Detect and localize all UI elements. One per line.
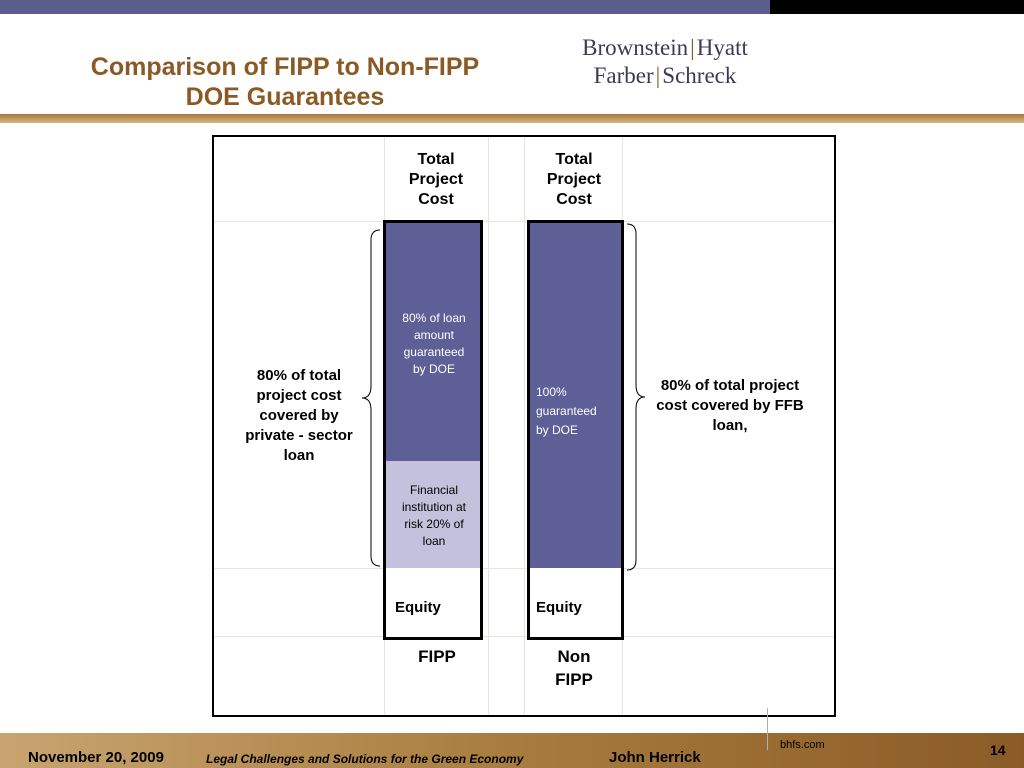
page-number: 14 [990,742,1006,758]
fipp-column-label: FIPP [418,647,456,666]
website-label: bhfs.com [780,739,825,751]
footer-date: November 20, 2009 [28,749,164,766]
title-line-2: DOE Guarantees [185,83,385,111]
logo-word: Hyatt [696,35,748,60]
fipp-header: Total Project Cost [408,151,464,208]
fipp-at-risk-label: Financial institution at risk 20% of loan [401,483,467,548]
top-dark-band [770,0,1024,14]
logo-word: Schreck [662,63,737,88]
footer-event: Legal Challenges and Solutions for the Green Economy [206,752,524,766]
non-fipp-column-label: Non FIPP [555,647,593,689]
non-fipp-guaranteed-label: 100% guaranteed by DOE [536,385,597,437]
logo-word: Brownstein [582,35,689,60]
non-fipp-column [527,220,624,640]
footer-presenter: John Herrick [609,749,701,766]
non-fipp-equity-label: Equity [536,599,582,616]
header-rule [0,114,1024,123]
slide-title [40,52,530,112]
footer-divider [767,708,768,750]
fipp-equity-label: Equity [395,599,441,616]
fipp-guaranteed-label: 80% of loan amount guaranteed by DOE [402,311,466,376]
title-line-1: Comparison of FIPP to Non-FIPP [90,53,480,81]
right-note: 80% of total project cost covered by FFB loan, [656,377,804,434]
grid-line [524,137,525,715]
grid-line [488,137,489,715]
logo-word: Farber [593,63,654,88]
firm-logo: Brownstein|Hyatt Farber|Schreck [582,35,748,88]
fipp-column [383,220,483,640]
non-fipp-header: Total Project Cost [546,151,602,208]
left-note: 80% of total project cost covered by private - sector loan [245,367,353,464]
